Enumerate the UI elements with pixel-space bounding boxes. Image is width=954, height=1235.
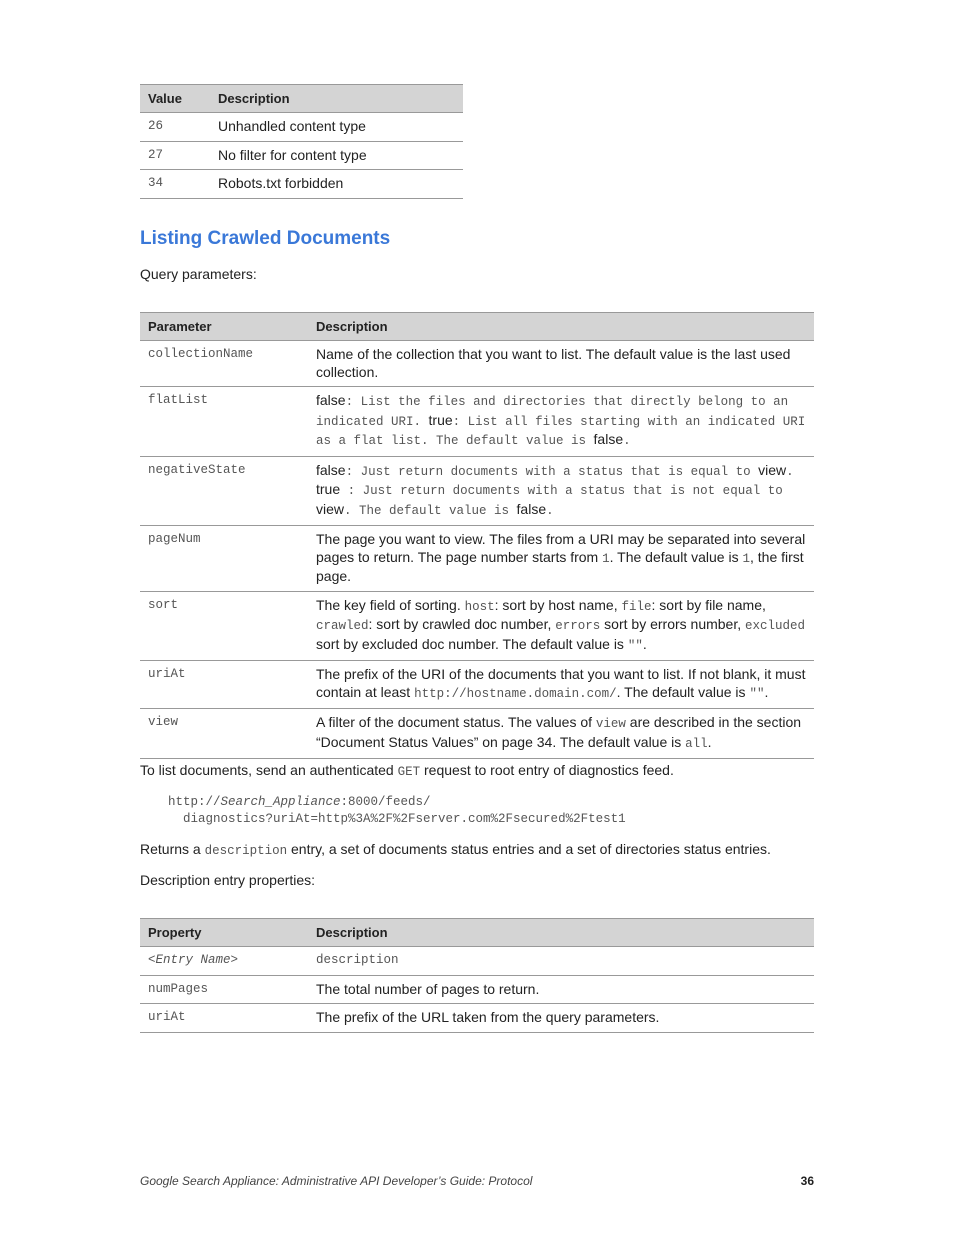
column-header-description: Description [210,85,463,113]
parameter-cell: view [140,709,308,759]
text-span: The prefix of the URI of the documents that you want to list. If not blank, it must contain at least [316,666,806,700]
description-cell [308,387,814,457]
request-url-code-block [168,794,626,828]
code-span: crawled [316,619,369,633]
table-row [140,661,814,709]
status-value-table [140,84,463,199]
description-cell: No filter for content type [210,141,463,170]
code-span: view [595,717,626,731]
text-span: Returns a [140,841,205,857]
code-span: . [546,503,554,518]
text-span: The page you want to view. The files from a URI may be separated into several pages to return. The page number starts from [316,531,806,565]
code-span: "" [749,686,765,701]
text-span: . [764,683,769,700]
column-header-parameter: Parameter [140,313,308,341]
column-header-property: Property [140,919,308,947]
description-cell [308,456,814,526]
query-parameters-table [140,312,814,759]
description-cell [308,709,814,759]
description-cell: The prefix of the URL taken from the query parameters. [308,1004,814,1033]
text-span: . The default value is [616,683,750,700]
table-row [140,141,463,170]
text-span: : sort by file name, [651,596,766,613]
parameter-cell: sort [140,591,308,661]
text-span: The key field of sorting. [316,596,465,613]
description-cell [308,526,814,592]
code-span: : List the files and directories that directly belong to an indicated URI. [316,395,789,429]
table-row [140,341,814,387]
description-cell: Unhandled content type [210,113,463,142]
description-cell [308,661,814,709]
text-span: view [316,500,345,517]
text-span: To list documents, send an authenticated [140,762,398,778]
description-cell [308,591,814,661]
code-text: http:// [168,795,221,809]
text-span: sort by excluded doc number. The default value is [316,635,628,652]
table-row [140,170,463,199]
column-header-description: Description [308,919,814,947]
property-cell: uriAt [140,1004,308,1033]
footer-title: Google Search Appliance: Administrative API Developer’s Guide: Protocol [140,1174,533,1188]
text-span: . The default value is [609,548,743,565]
text-span: true [428,411,453,428]
text-span: : sort by host name, [494,596,622,613]
value-cell: 27 [140,141,210,170]
table-row [140,526,814,592]
text-span: : sort by crawled doc number, [368,616,556,632]
code-span: file [621,599,652,614]
value-cell: 34 [140,170,210,199]
code-span: : Just return documents with a status that is not equal to [340,484,783,498]
parameter-cell: uriAt [140,661,308,709]
parameter-cell: negativeState [140,456,308,526]
parameter-cell: collectionName [140,341,308,387]
text-span: request to root entry of diagnostics feed. [420,762,674,778]
text-span: . [642,635,647,652]
code-span: . [786,464,794,479]
parameter-cell: pageNum [140,526,308,592]
text-span: A filter of the document status. The values of [316,714,596,730]
text-span: true [316,481,341,497]
code-span: . [623,434,631,448]
section-heading: Listing Crawled Documents [140,228,391,249]
code-span: "" [627,638,643,653]
code-span: all [685,736,708,751]
table-row [140,975,814,1004]
table-row [140,387,814,457]
value-cell: 26 [140,113,210,142]
column-header-description: Description [308,313,814,341]
description-cell [308,341,814,387]
returns-paragraph [140,841,771,858]
code-span: http://hostname.domain.com/ [414,686,617,701]
description-cell: The total number of pages to return. [308,975,814,1004]
column-header-value: Value [140,85,210,113]
code-text: :8000/feeds/ [340,795,431,809]
entry-properties-label: Description entry properties: [140,872,316,888]
property-cell: numPages [140,975,308,1004]
table-row [140,709,814,759]
property-cell: <Entry Name> [140,947,308,976]
code-placeholder: Search_Appliance [220,795,341,809]
table-row [140,591,814,661]
text-span: false [316,461,346,478]
table-row [140,947,814,976]
entry-properties-table [140,918,814,1033]
code-span: . The default value is [344,503,517,518]
text-span: view [758,461,787,478]
text-span: , the first page. [316,548,804,584]
code-span: GET [397,765,421,779]
text-span: sort by errors number, [600,616,746,632]
code-span: 1 [742,551,750,566]
text-span: Name of the collection that you want to list. The default value is the last used collection. [316,346,791,380]
text-span: entry, a set of documents status entries and a set of directories status entries. [287,841,771,857]
code-span: : Just return documents with a status that is equal to [345,464,759,479]
code-span: : List all files starting with an indicated URI as a flat list. The default value is [316,414,806,448]
description-cell: description [308,947,814,976]
code-span: excluded [745,619,806,633]
get-request-paragraph [140,762,674,779]
description-cell: Robots.txt forbidden [210,170,463,199]
code-span: 1 [602,551,610,566]
code-span: description [204,844,288,858]
page-number: 36 [800,1174,814,1188]
table-row [140,456,814,526]
text-span: false [316,392,346,408]
query-parameters-label: Query parameters: [140,266,257,282]
table-row [140,1004,814,1033]
text-span: . [707,733,712,750]
text-span: false [516,500,547,517]
parameter-cell: flatList [140,387,308,457]
code-span: errors [555,619,601,633]
code-span: host [464,599,495,614]
code-text: diagnostics?uriAt=http%3A%2F%2Fserver.com%2Fsecured%2Ftest1 [168,812,626,826]
table-row [140,113,463,142]
text-span: are described in the section “Document Status Values” on page 34. The default value is [316,714,802,750]
text-span: false [593,431,624,447]
